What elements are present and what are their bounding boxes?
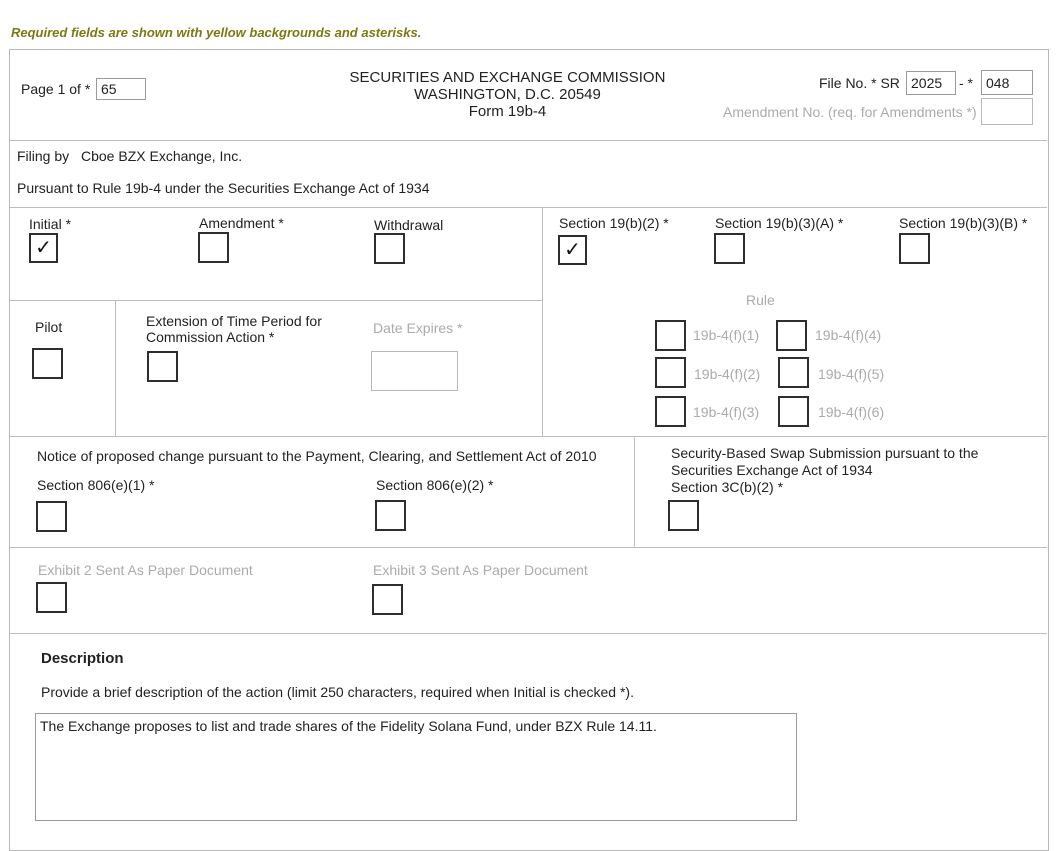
divider (10, 436, 1047, 437)
page-total-input[interactable] (96, 78, 146, 100)
section-19b2-checkbox[interactable]: ✓ (558, 235, 587, 265)
section-19b3b-label: Section 19(b)(3)(B) * (899, 215, 1028, 231)
amendment-no-input[interactable] (981, 98, 1033, 125)
title-line-3: Form 19b-4 (468, 103, 547, 120)
swap-line-1: Security-Based Swap Submission pursuant to the (671, 445, 979, 461)
date-expires-label: Date Expires * (373, 320, 463, 336)
divider (10, 207, 1047, 208)
date-expires-input[interactable] (371, 351, 458, 391)
extension-checkbox[interactable] (147, 351, 178, 382)
file-no-label: File No. * SR (819, 75, 900, 91)
filing-by-label: Filing by (17, 148, 70, 164)
exhibit-3-label: Exhibit 3 Sent As Paper Document (373, 562, 588, 578)
required-fields-note: Required fields are shown with yellow backgrounds and asterisks. (11, 25, 422, 40)
section-19b3a-checkbox[interactable] (714, 233, 745, 264)
rule-f1-checkbox[interactable] (655, 320, 686, 351)
description-instructions: Provide a brief description of the action (limit 250 characters, required when Initial is checked *). (41, 684, 634, 700)
section-806e2-checkbox[interactable] (375, 500, 406, 531)
pursuant-text: Pursuant to Rule 19b-4 under the Securities Exchange Act of 1934 (17, 180, 430, 196)
extension-label-line-1: Extension of Time Period for (146, 313, 322, 329)
exhibit-2-checkbox[interactable] (36, 582, 67, 613)
section-806e1-label: Section 806(e)(1) * (37, 477, 155, 493)
rule-f3-checkbox[interactable] (655, 396, 686, 427)
withdrawal-label: Withdrawal (374, 217, 444, 233)
exhibit-3-checkbox[interactable] (372, 584, 403, 615)
rule-f6-label: 19b-4(f)(6) (818, 404, 885, 420)
rule-f4-label: 19b-4(f)(4) (815, 327, 882, 343)
description-heading: Description (41, 650, 124, 667)
rule-f1-label: 19b-4(f)(1) (693, 327, 760, 343)
pilot-label: Pilot (35, 319, 63, 335)
file-separator: - * (959, 75, 973, 91)
file-year-input[interactable] (906, 71, 956, 95)
divider (10, 140, 1047, 141)
notice-heading: Notice of proposed change pursuant to the Payment, Clearing, and Settlement Act of 2010 (37, 448, 597, 464)
amendment-no-label: Amendment No. (req. for Amendments *) (723, 104, 977, 120)
exhibit-2-label: Exhibit 2 Sent As Paper Document (38, 562, 253, 578)
initial-checkbox[interactable]: ✓ (29, 233, 58, 263)
page-of-label: Page 1 of * (21, 81, 91, 97)
swap-line-2: Securities Exchange Act of 1934 (671, 462, 873, 478)
rule-label: Rule (746, 292, 775, 308)
form-title (300, 69, 715, 120)
swap-line-3: Section 3C(b)(2) * (671, 479, 784, 495)
section-19b3b-checkbox[interactable] (899, 233, 930, 264)
section-3cb2-checkbox[interactable] (668, 500, 699, 531)
section-806e2-label: Section 806(e)(2) * (376, 477, 494, 493)
rule-f3-label: 19b-4(f)(3) (693, 404, 760, 420)
rule-f6-checkbox[interactable] (778, 396, 809, 427)
rule-f2-checkbox[interactable] (655, 357, 686, 388)
amendment-label: Amendment * (199, 215, 284, 231)
rule-f2-label: 19b-4(f)(2) (694, 366, 761, 382)
divider (10, 633, 1047, 634)
divider (634, 436, 635, 547)
divider (10, 300, 542, 301)
withdrawal-checkbox[interactable] (374, 233, 405, 264)
extension-label-line-2: Commission Action * (146, 329, 275, 345)
section-19b3a-label: Section 19(b)(3)(A) * (715, 215, 844, 231)
divider (542, 207, 543, 436)
section-19b2-label: Section 19(b)(2) * (559, 215, 669, 231)
divider (115, 300, 116, 436)
rule-f5-label: 19b-4(f)(5) (818, 366, 885, 382)
rule-f5-checkbox[interactable] (778, 357, 809, 388)
title-line-1: SECURITIES AND EXCHANGE COMMISSION (349, 69, 666, 86)
filer-name: Cboe BZX Exchange, Inc. (81, 148, 243, 164)
title-line-2: WASHINGTON, D.C. 20549 (414, 86, 601, 103)
pilot-checkbox[interactable] (32, 348, 63, 379)
file-number-input[interactable] (981, 70, 1033, 95)
divider (10, 547, 1047, 548)
description-textarea[interactable] (35, 713, 797, 821)
section-806e1-checkbox[interactable] (36, 501, 67, 532)
amendment-checkbox[interactable] (198, 232, 229, 263)
initial-label: Initial * (29, 216, 72, 232)
rule-f4-checkbox[interactable] (776, 320, 807, 351)
